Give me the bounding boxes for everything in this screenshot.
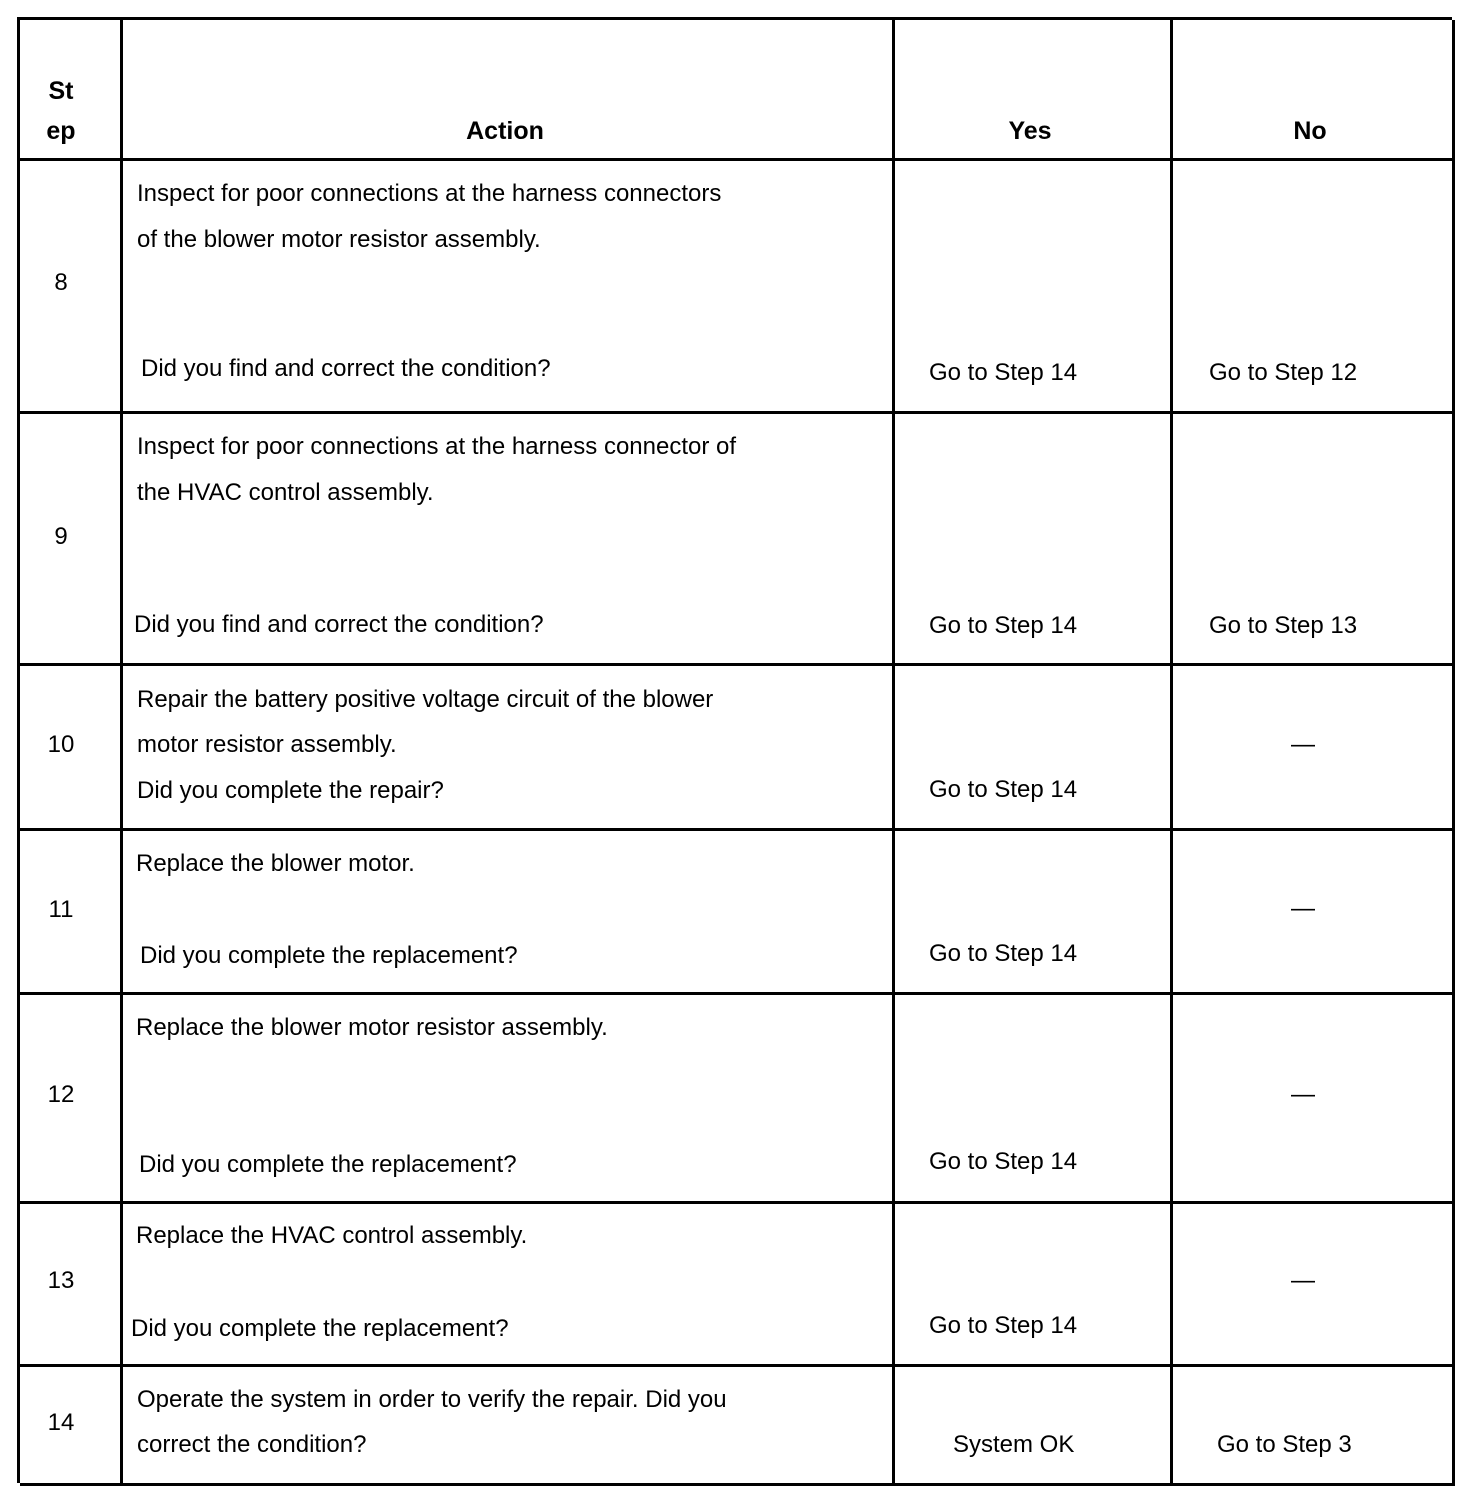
- row-9-action-line2: the HVAC control assembly.: [137, 479, 434, 506]
- row-13-no: —: [1291, 1267, 1315, 1294]
- row-14-yes-cell: [895, 1367, 1173, 1486]
- row-9-step: 9: [54, 523, 68, 550]
- row-13-yes: Go to Step 14: [929, 1312, 1078, 1339]
- row-9-question: Did you find and correct the condition?: [134, 611, 544, 638]
- row-9-yes: Go to Step 14: [929, 612, 1078, 639]
- row-14-action-line2: correct the condition?: [137, 1431, 367, 1458]
- row-14-yes: System OK: [953, 1431, 1075, 1458]
- row-13-question: Did you complete the replacement?: [131, 1315, 509, 1342]
- row-12-question: Did you complete the replacement?: [139, 1151, 517, 1178]
- header-yes: Yes: [1008, 117, 1052, 145]
- row-11-step: 11: [48, 896, 74, 923]
- row-11-yes-cell: [895, 831, 1173, 995]
- row-9-action-line1: Inspect for poor connections at the harness connector of: [137, 433, 737, 460]
- row-8-no: Go to Step 12: [1209, 359, 1358, 386]
- header-no: No: [1293, 117, 1327, 145]
- header-step-line1: St: [48, 77, 74, 105]
- row-8-action-line2: of the blower motor resistor assembly.: [137, 226, 541, 253]
- row-10-step: 10: [47, 731, 75, 758]
- row-14-action-cell: [123, 1367, 895, 1486]
- row-14-step: 14: [47, 1409, 75, 1436]
- row-13-step: 13: [47, 1267, 75, 1294]
- row-12-step: 12: [47, 1081, 75, 1108]
- row-13-yes-cell: [895, 1204, 1173, 1367]
- row-14-action-line1: Operate the system in order to verify the repair. Did you: [137, 1386, 727, 1413]
- row-12-no: —: [1291, 1081, 1315, 1108]
- row-11-yes: Go to Step 14: [929, 940, 1078, 967]
- row-12-action-line1: Replace the blower motor resistor assembly.: [136, 1014, 608, 1041]
- row-14-no: Go to Step 3: [1217, 1431, 1352, 1458]
- row-8-action-line1: Inspect for poor connections at the harness connectors: [137, 180, 722, 207]
- row-11-no: —: [1291, 895, 1315, 922]
- row-10-action-line2: motor resistor assembly.: [137, 731, 397, 758]
- row-8-step: 8: [54, 269, 68, 296]
- row-10-no: —: [1291, 731, 1315, 758]
- row-10-question: Did you complete the repair?: [137, 777, 444, 804]
- row-10-yes-cell: [895, 666, 1173, 831]
- row-14-no-cell: [1173, 1367, 1455, 1486]
- row-10-yes: Go to Step 14: [929, 776, 1078, 803]
- row-9-no: Go to Step 13: [1209, 612, 1358, 639]
- row-12-yes: Go to Step 14: [929, 1148, 1078, 1175]
- row-10-action-line1: Repair the battery positive voltage circuit of the blower: [137, 686, 714, 713]
- header-action: Action: [466, 117, 544, 145]
- header-step-line2: ep: [46, 117, 76, 145]
- row-13-action-line1: Replace the HVAC control assembly.: [136, 1222, 528, 1249]
- row-11-action-line1: Replace the blower motor.: [136, 850, 415, 877]
- row-8-yes: Go to Step 14: [929, 359, 1078, 386]
- row-8-question: Did you find and correct the condition?: [141, 355, 551, 382]
- row-11-question: Did you complete the replacement?: [140, 942, 518, 969]
